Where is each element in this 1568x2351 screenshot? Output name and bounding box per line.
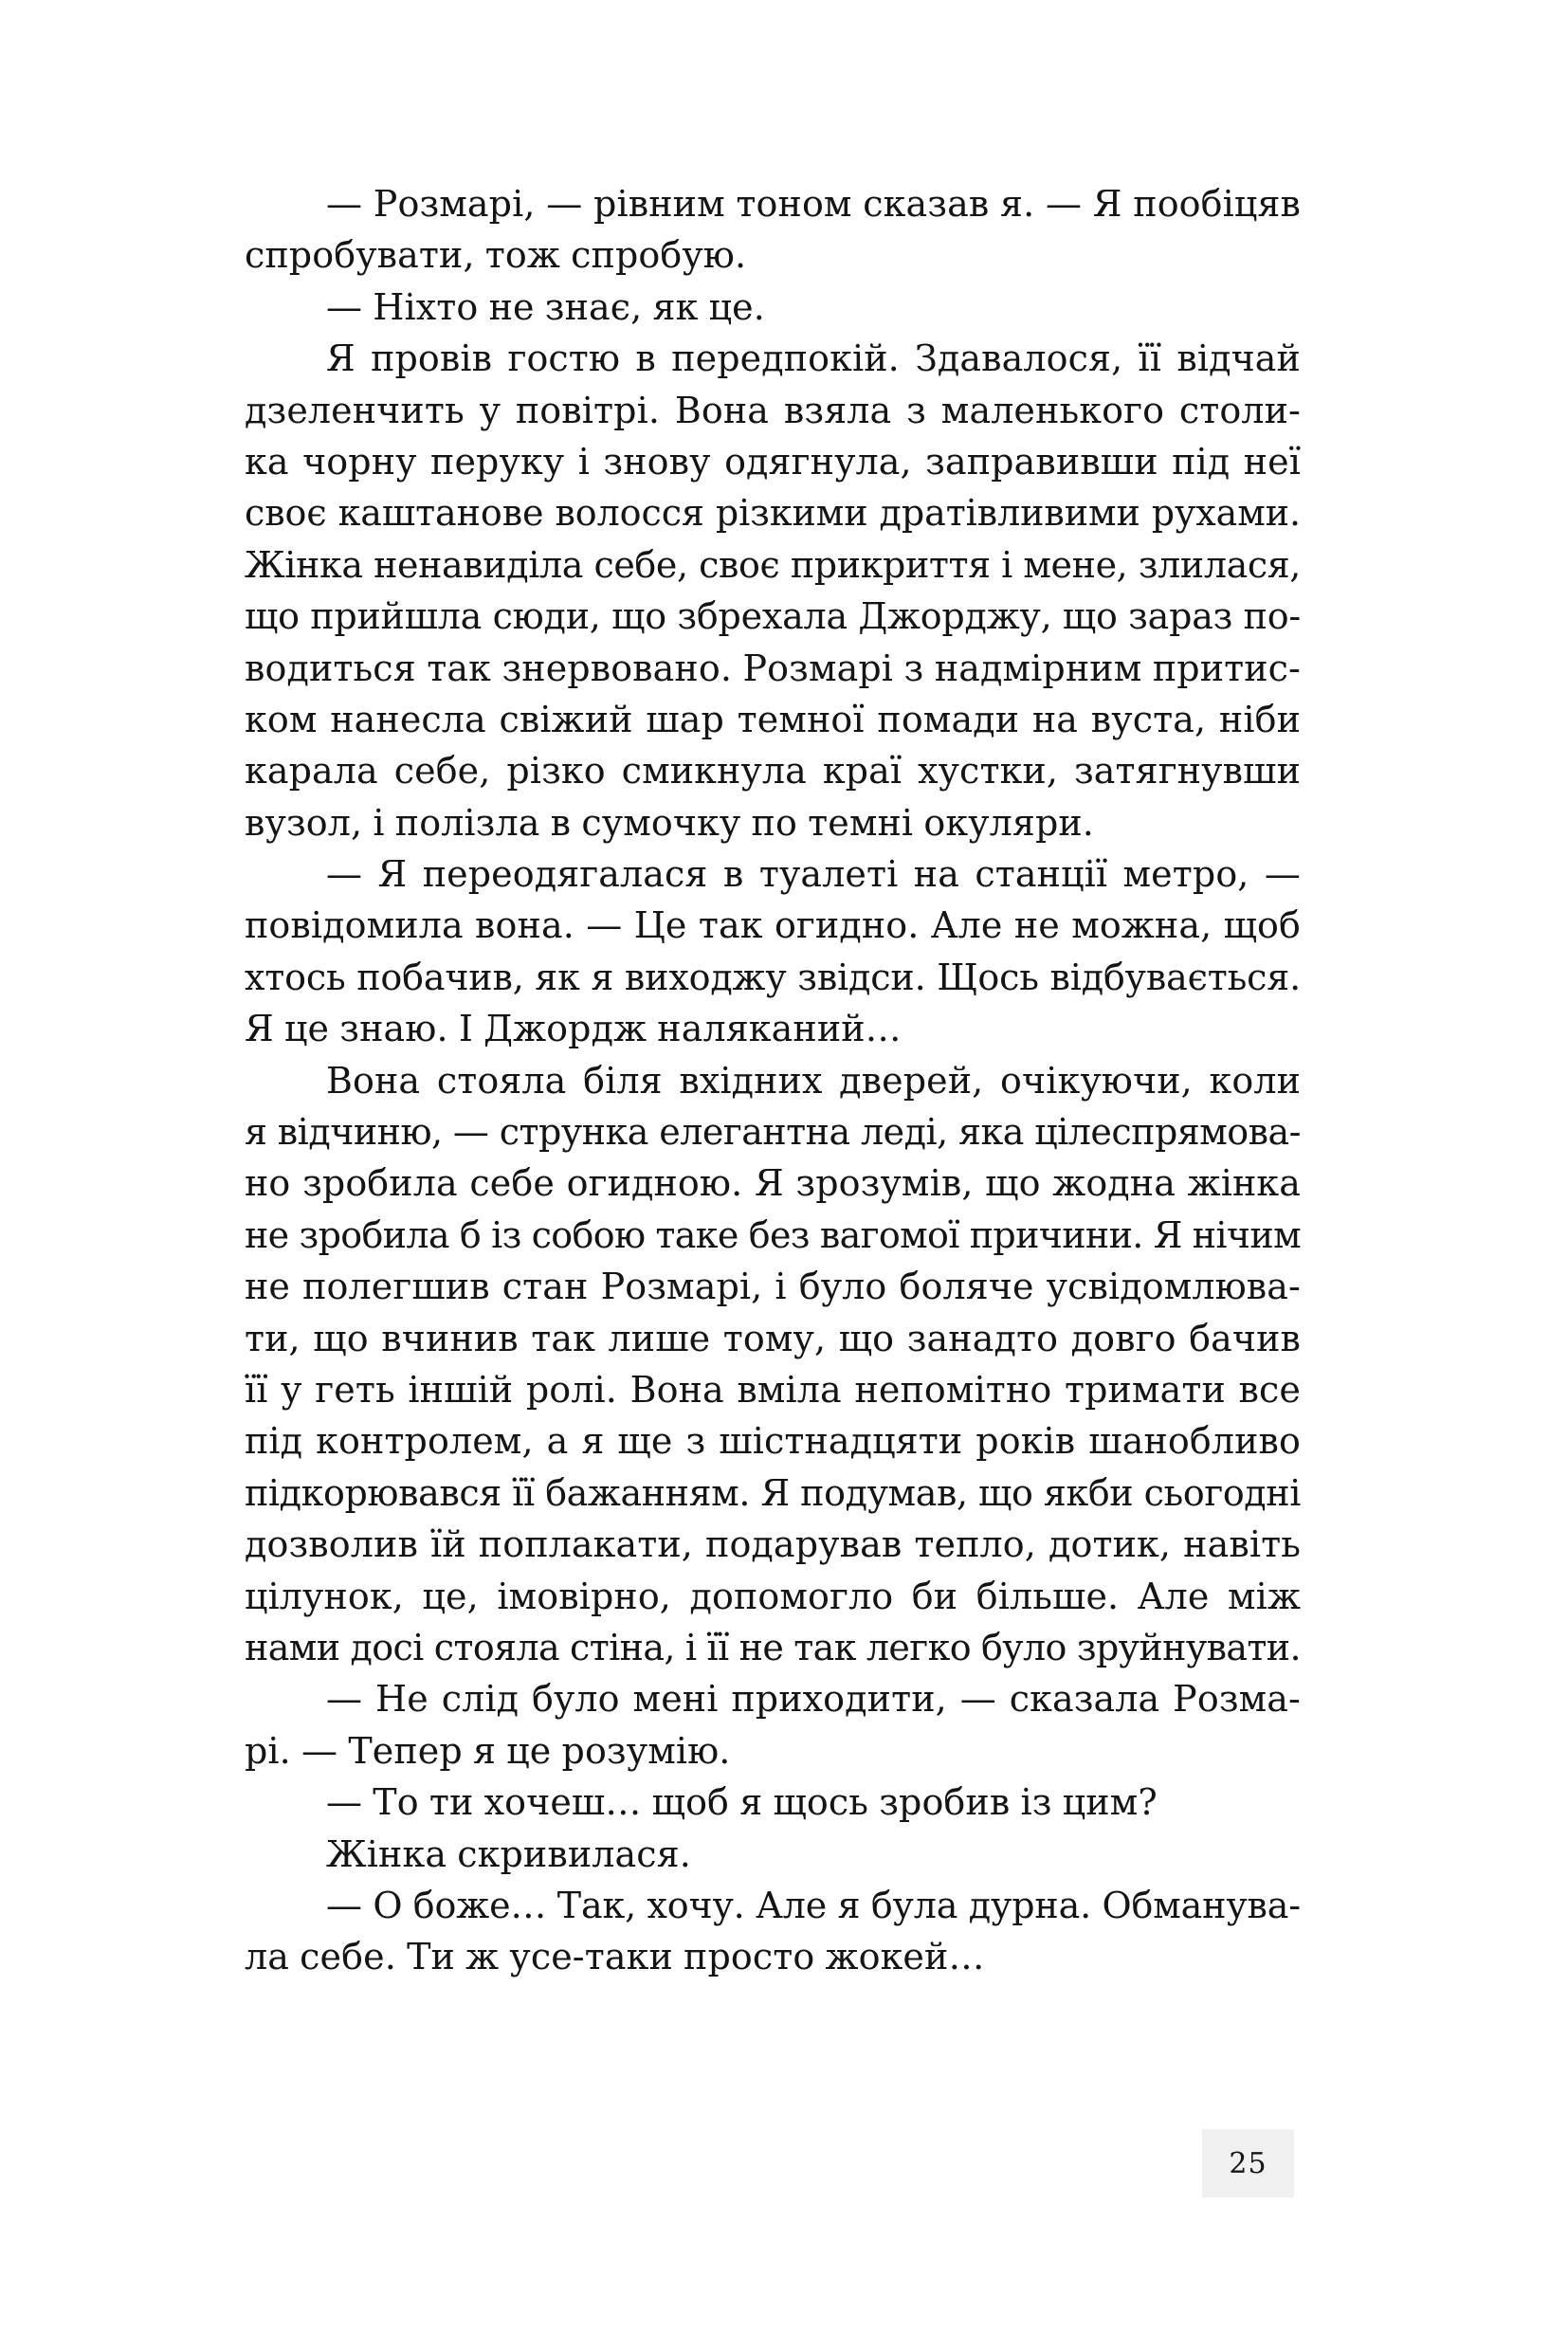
- text-line: — То ти хочеш… щоб я щось зробив із цим?: [326, 1781, 1158, 1824]
- text-line: Жінка скривилася.: [326, 1832, 691, 1875]
- text-line: дозволив їй поплакати, подарував тепло, дотик, навіть: [245, 1523, 1301, 1566]
- text-line: своє каштанове волосся різкими дратівливими рухами.: [245, 492, 1301, 535]
- text-line: під контролем, а я ще з шістнадцяти років шанобливо: [245, 1420, 1301, 1463]
- text-line: — О боже… Так, хочу. Але я була дурна. Обманува-: [326, 1884, 1301, 1926]
- text-line: не полегшив стан Розмарі, і було боляче усвідомлюва-: [245, 1266, 1301, 1308]
- page-number-box: [1202, 2129, 1294, 2197]
- text-line: підкорювався її бажанням. Я подумав, що якби сьогодні: [245, 1471, 1301, 1514]
- text-line: її у геть іншій ролі. Вона вміла непомітно тримати все: [245, 1368, 1301, 1411]
- text-line: — Я переодягалася в туалеті на станції метро, —: [326, 853, 1301, 896]
- text-line: — Розмарі, — рівним тоном сказав я. — Я пообіцяв: [326, 183, 1301, 225]
- text-line: цілунок, це, імовірно, допомогло би більше. Але між: [245, 1575, 1301, 1617]
- text-line: не зробила б із собою таке без вагомої причини. Я нічим: [245, 1213, 1301, 1256]
- text-line: но зробила себе огидною. Я зрозумів, що жодна жінка: [245, 1162, 1301, 1205]
- text-line: спробувати, тож спробую.: [245, 234, 747, 277]
- text-line: рі. — Тепер я це розумію.: [245, 1729, 731, 1772]
- text-line: Жінка ненавиділа себе, своє прикриття і мене, злилася,: [245, 543, 1301, 586]
- text-line: — Ніхто не знає, як це.: [326, 285, 765, 328]
- text-line: Я це знаю. І Джордж наляканий…: [245, 1008, 902, 1050]
- text-line: — Не слід було мені приходити, — сказала Розма-: [326, 1678, 1301, 1721]
- text-line: водиться так знервовано. Розмарі з надмірним притис-: [245, 647, 1301, 689]
- text-line: вузол, і полізла в сумочку по темні окуляри.: [245, 801, 1094, 844]
- text-line: ти, що вчинив так лише тому, що занадто довго бачив: [245, 1317, 1301, 1359]
- text-line: Я провів гостю в передпокій. Здавалося, її відчай: [326, 337, 1301, 380]
- text-line: дзеленчить у повітрі. Вона взяла з маленького столи-: [245, 389, 1301, 431]
- text-line: Вона стояла біля вхідних дверей, очікуючи, коли: [326, 1059, 1301, 1102]
- page-number: 25: [1229, 2146, 1267, 2180]
- text-line: що прийшла сюди, що збрехала Джорджу, що зараз по-: [245, 595, 1301, 638]
- text-line: ла себе. Ти ж усе-таки просто жокей…: [245, 1936, 985, 1978]
- text-line: нами досі стояла стіна, і її не так легко було зруйнувати.: [245, 1626, 1301, 1668]
- text-line: карала себе, різко смикнула краї хустки, затягнувши: [245, 750, 1301, 793]
- text-line: хтось побачив, як я виходжу звідси. Щось відбувається.: [245, 956, 1301, 998]
- text-line: ком нанесла свіжий шар темної помади на вуста, ніби: [245, 698, 1301, 740]
- text-line: повідомила вона. — Це так огидно. Але не можна, щоб: [245, 904, 1301, 947]
- text-line: я відчиню, — струнка елегантна леді, яка цілеспрямова-: [245, 1111, 1301, 1154]
- body-text: [245, 178, 1301, 1983]
- text-line: ка чорну перуку і знову одягнула, заправивши під неї: [245, 440, 1301, 483]
